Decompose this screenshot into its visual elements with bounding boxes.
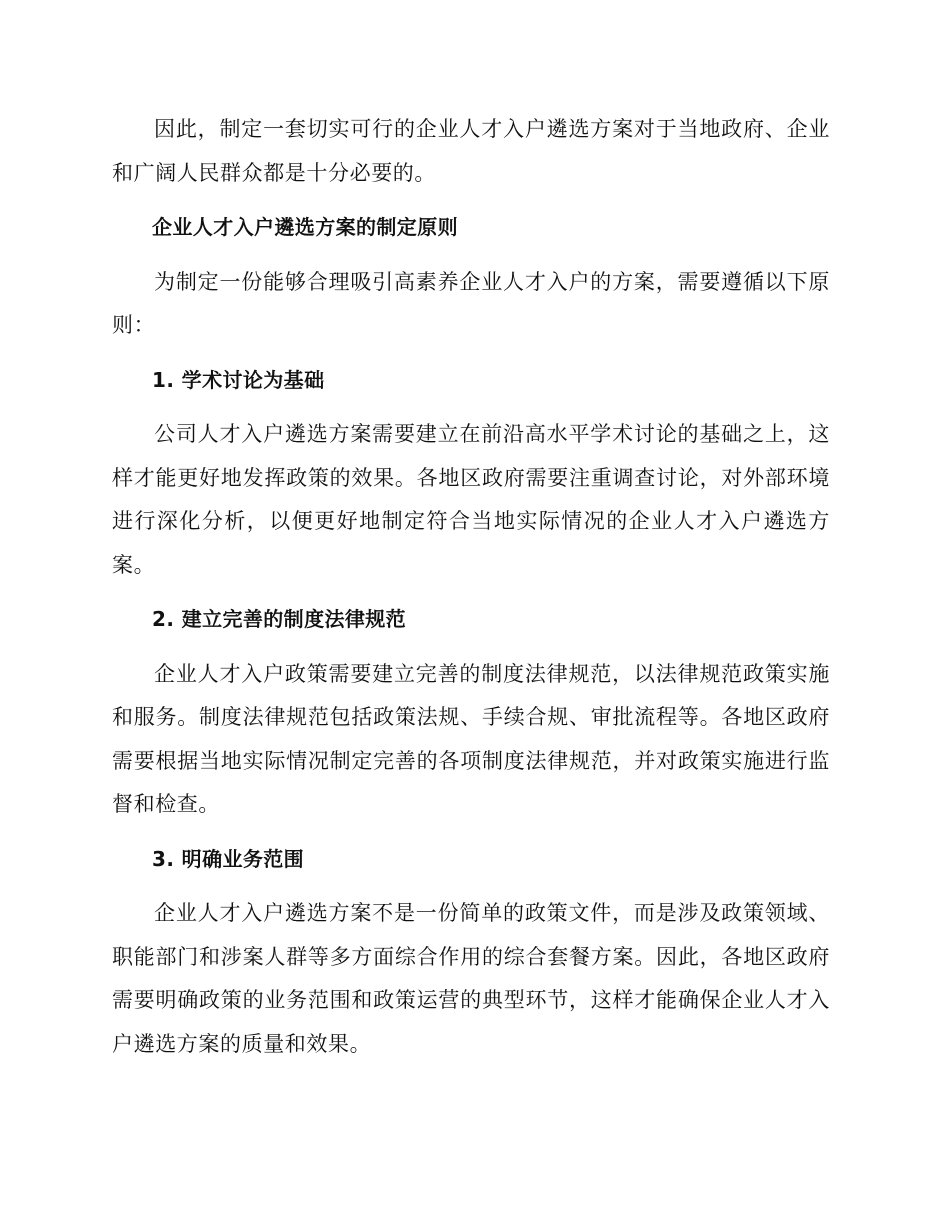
- paragraph-principles-intro: 为制定一份能够合理吸引高素养企业人才入户的方案，需要遵循以下原则：: [112, 269, 830, 337]
- principle-heading-2: 2. 建立完善的制度法律规范: [152, 607, 407, 631]
- paragraph-principle-1: 公司人才入户遴选方案需要建立在前沿高水平学术讨论的基础之上，这样才能更好地发挥政策的效果。各地区政府需要注重调查讨论，对外部环境进行深化分析，以便更好地制定符合当地实际情况的企业人才入户遴选方案。: [112, 422, 830, 577]
- document-body: [112, 108, 830, 1077]
- paragraph-necessity: 因此，制定一套切实可行的企业人才入户遴选方案对于当地政府、企业和广阔人民群众都是十分必要的。: [112, 117, 830, 185]
- principle-heading-1: 1. 学术讨论为基础: [152, 367, 325, 392]
- section-heading-principles: 企业人才入户遴选方案的制定原则: [152, 215, 458, 239]
- principle-heading-3: 3. 明确业务范围: [152, 846, 305, 871]
- paragraph-principle-3: 企业人才入户遴选方案不是一份简单的政策文件，而是涉及政策领域、职能部门和涉案人群等多方面综合作用的综合套餐方案。因此，各地区政府需要明确政策的业务范围和政策运营的典型环节，这样才能确保企业人才入户遴选方案的质量和效果。: [112, 901, 830, 1056]
- paragraph-principle-2: 企业人才入户政策需要建立完善的制度法律规范，以法律规范政策实施和服务。制度法律规范包括政策法规、手续合规、审批流程等。各地区政府需要根据当地实际情况制定完善的各项制度法律规范，并对政策实施进行监督和检查。: [112, 661, 830, 816]
